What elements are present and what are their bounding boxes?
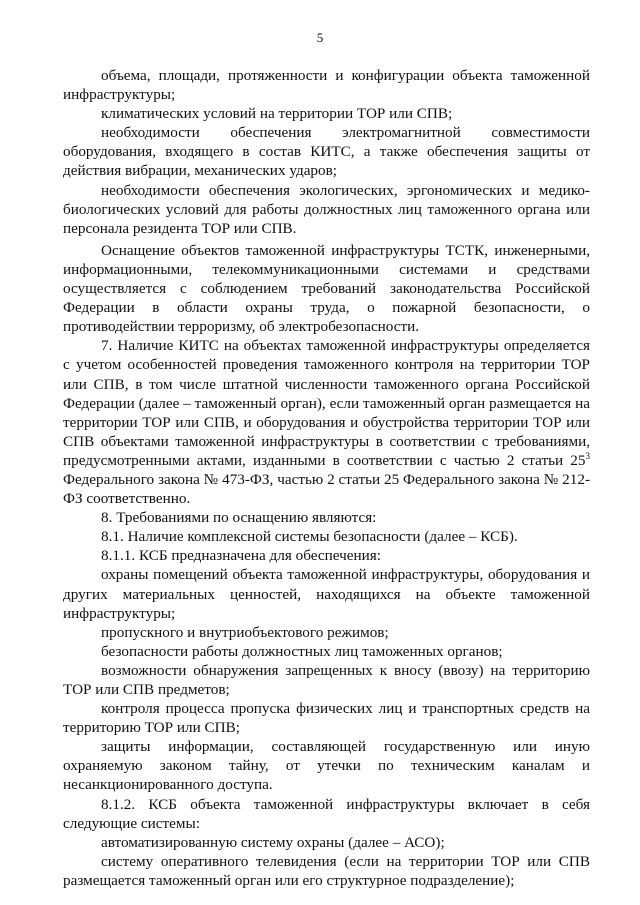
paragraph: 8.1.1. КСБ предназначена для обеспечения: — [101, 547, 381, 565]
page-number: 5 — [316, 30, 324, 45]
paragraph: безопасности работы должностных лиц таможенных органов; — [101, 642, 503, 660]
paragraph: объема, площади, протяженности и конфигурации объекта таможенной инфраструктуры; — [63, 67, 590, 104]
paragraph-7-continuation: Федерального закона № 473-ФЗ, частью 2 статьи 25 Федерального закона № 212-ФЗ соответственно. — [63, 470, 590, 508]
paragraph: необходимости обеспечения электромагнитной совместимости оборудования, входящего в состав КИТС, а также обеспечения защиты от действия вибрации, механических ударов; — [63, 124, 590, 180]
paragraph: Оснащение объектов таможенной инфраструктуры ТСТК, инженерными, информационными, телекоммуникационными системами и средствами осуществляется с соблюдением требований законодательства Российской Федерации в области охраны труда, о пожарной безопасности, о противодействии терроризму, об электробезопасности. — [63, 241, 590, 336]
paragraph-7-text: 7. Наличие КИТС на объектах таможенной инфраструктуры определяется с учетом особенностей проведения таможенного контроля на территории ТОР или СПВ, в том числе штатной численности таможенного органа Российской Федерации (далее – таможенный орган), если таможенный орган размещается на территории ТОР или СПВ, и оборудования и обустройства территории ТОР или СПВ объектами таможенной инфраструктуры в соответствии с требованиями, предусмотренными актами, изданными в соответствии с частью 2 статьи 25 — [63, 337, 590, 469]
paragraph: автоматизированную систему охраны (далее – АСО); — [101, 833, 445, 851]
paragraph: пропускного и внутриобъектового режимов; — [101, 623, 389, 641]
paragraph: контроля процесса пропуска физических лиц и транспортных средств на территорию ТОР или СПВ; — [63, 700, 590, 737]
paragraph: возможности обнаружения запрещенных к вносу (ввозу) на территорию ТОР или СПВ предметов; — [63, 661, 590, 698]
paragraph: 8.1. Наличие комплексной системы безопасности (далее – КСБ). — [101, 528, 518, 546]
paragraph: защиты информации, составляющей государственную или иную охраняемую законом тайну, от утечки по техническим каналам и несанкционированного доступа. — [63, 738, 590, 794]
paragraph: охраны помещений объекта таможенной инфраструктуры, оборудования и других материальных ценностей, находящихся на объекте таможенной инфраструктуры; — [63, 566, 590, 622]
paragraph: климатических условий на территории ТОР или СПВ; — [101, 105, 453, 123]
footnote-superscript: 3 — [585, 450, 590, 461]
paragraph: необходимости обеспечения экологических, эргономических и медико-биологических условий для работы должностных лиц таможенного органа или персонала резидента ТОР или СПВ. — [63, 181, 590, 237]
paragraph-7 — [63, 336, 590, 508]
paragraph: 8.1.2. КСБ объекта таможенной инфраструктуры включает в себя следующие системы: — [63, 795, 590, 832]
paragraph: систему оперативного телевидения (если на территории ТОР или СПВ размещается таможенный орган или его структурное подразделение); — [63, 852, 590, 889]
paragraph: 8. Требованиями по оснащению являются: — [101, 509, 377, 527]
document-body — [63, 66, 590, 890]
